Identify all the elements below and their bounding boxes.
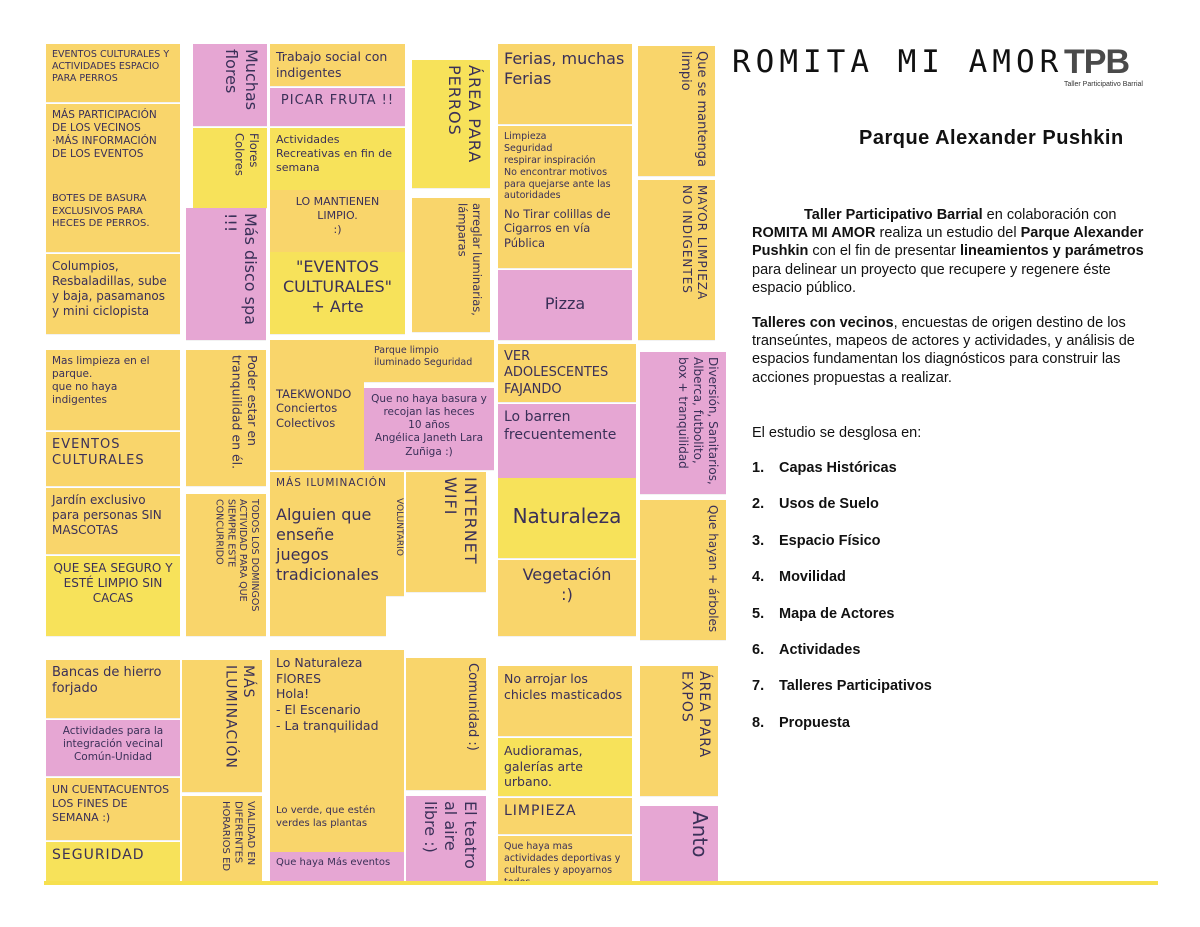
- sticky-note-text: MÁS ILUMINACIÓN: [222, 665, 256, 769]
- item-label: Capas Históricas: [779, 460, 897, 476]
- sticky-note: [498, 344, 636, 402]
- sticky-note: [186, 208, 266, 340]
- sticky-note: [182, 796, 262, 882]
- brand-title: ROMITA MI AMOR: [732, 44, 1064, 80]
- tpb-logo: [1064, 44, 1156, 88]
- sticky-note-text: Que haya mas actividades deportivas y culturales y apoyarnos: [504, 841, 621, 876]
- breakdown-item: [752, 606, 932, 642]
- sticky-note-text: Que haya Más eventos: [276, 857, 391, 868]
- sticky-note-text: Diversión, Sanitarios, Alberca, futbolito, box + tranquilidad: [676, 357, 720, 485]
- sticky-note: [270, 650, 404, 800]
- intro-text-part: para delinear un proyecto que recupere y regenere éste espacio público.: [752, 261, 1111, 296]
- sticky-note: [270, 852, 404, 882]
- sticky-note-text: Vegetación :): [522, 565, 612, 604]
- sticky-note: [46, 842, 180, 882]
- sticky-note: [270, 500, 386, 636]
- sticky-note-text: arreglar luminarias, lámparas: [455, 203, 484, 316]
- sticky-note-text: EVENTOS CULTURALES: [52, 437, 145, 469]
- sticky-note-text: Naturaleza: [512, 504, 622, 528]
- sticky-note-text: MÁS PARTICIPACIÓN DE LOS VECINOS ·MÁS INFORMACIÓN DE LOS EVENTOS: [52, 109, 157, 161]
- item-label: Propuesta: [779, 714, 850, 731]
- sticky-note-text: Actividades para la integración vecinal Común-Unidad: [62, 725, 164, 764]
- intro-paragraph-1: [752, 206, 1157, 297]
- sticky-note-text: VIALIDAD EN DIFERENTES HORARIOS ED: [220, 801, 256, 872]
- logo-mark: TPB: [1064, 43, 1129, 81]
- logo-subtitle: Taller Participativo Barrial: [1064, 81, 1143, 88]
- sticky-note: [193, 44, 267, 126]
- sticky-note: [186, 350, 266, 486]
- sticky-note: [46, 556, 180, 636]
- sticky-note-text: Flores Colores: [232, 133, 261, 176]
- intro-text-part: con el fin de presentar: [808, 243, 960, 260]
- sticky-note: [412, 198, 490, 332]
- sticky-note: [640, 352, 726, 494]
- breakdown-item: [752, 496, 932, 532]
- sticky-note-text: Pizza: [544, 294, 586, 313]
- sticky-note-text: Parque limpio iluminado Seguridad: [374, 345, 473, 368]
- bottom-accent-line: [44, 881, 1158, 885]
- intro-text-part: realiza un estudio del: [875, 225, 1021, 242]
- sticky-note: [46, 104, 180, 188]
- sticky-note-text: VOLUNTARIO: [394, 498, 404, 556]
- sticky-note-text: QUE SEA SEGURO Y ESTÉ LIMPIO SIN CACAS: [53, 561, 173, 605]
- sticky-note-text: Ferias, muchas Ferias: [504, 49, 625, 88]
- workshops-lead: Talleres con vecinos: [752, 315, 894, 332]
- sticky-note-text: Lo verde, que estén verdes las plantas: [276, 805, 376, 829]
- sticky-note-text: Columpios, Resbaladillas, sube y baja, pasamanos y mini ciclopista: [52, 259, 167, 318]
- sticky-note: [640, 500, 726, 640]
- breakdown-item: [752, 678, 932, 714]
- sticky-note-text: INTERNET WIFI: [441, 477, 480, 565]
- sticky-note: [270, 252, 405, 334]
- sticky-note: [498, 126, 632, 202]
- sticky-note: [46, 350, 180, 430]
- item-number: 4.: [752, 569, 765, 586]
- breakdown-item: [752, 533, 932, 569]
- sticky-note-text: Anto: [688, 811, 712, 858]
- sticky-note: [640, 806, 718, 882]
- item-label: Actividades: [779, 641, 861, 658]
- sticky-note-text: Más disco spa !!!: [221, 213, 260, 325]
- sticky-note-text: Jardín exclusivo para personas SIN MASCOTAS: [52, 493, 162, 537]
- breakdown-item: [752, 460, 932, 496]
- item-number: 2.: [752, 496, 765, 513]
- sticky-note-text: Trabajo social con indigentes: [276, 49, 388, 80]
- sticky-note: [386, 496, 404, 596]
- intro-text-part: en colaboración con: [982, 207, 1117, 223]
- sticky-note: [364, 388, 494, 470]
- item-number: 7.: [752, 678, 765, 695]
- sticky-note: [186, 494, 266, 636]
- sticky-note: [498, 478, 636, 558]
- sticky-note: [638, 46, 715, 176]
- sticky-note: [498, 202, 632, 268]
- sticky-note-text: TAEKWONDO Conciertos Colectivos: [276, 387, 352, 430]
- intro-text-part: , encuestas de origen destino de los transeúntes, mapeos de actores y actividades, y análisis de espacios fundamentan los diagnósticos para construir las acciones propuestas a realizar.: [752, 315, 1135, 386]
- sticky-note: [46, 254, 180, 334]
- sticky-note-text: Muchas flores: [222, 49, 261, 111]
- sticky-note-text: VER ADOLESCENTES FAJANDO: [504, 349, 609, 397]
- sticky-note-text: MÁS ILUMINACIÓN: [276, 477, 387, 489]
- sticky-note-text: PICAR FRUTA !!: [280, 93, 395, 108]
- sticky-note: [46, 660, 180, 718]
- key-phrase: lineamientos y parámetros: [959, 243, 1144, 260]
- park-name: Parque Alexander Pushkin: [752, 225, 1144, 260]
- sticky-note: [498, 270, 632, 340]
- sticky-note: [270, 128, 405, 190]
- sticky-note-text: Que no haya basura y recojan las heces 10 años Angélica Janeth Lara Zuñiga :): [371, 393, 487, 458]
- item-label: Movilidad: [779, 569, 846, 586]
- sticky-note: [270, 190, 405, 252]
- park-title: Parque Alexander Pushkin: [859, 127, 1124, 149]
- sticky-note: [46, 188, 180, 252]
- item-label: Talleres Participativos: [779, 678, 932, 695]
- sticky-note-text: Audioramas, galerías arte urbano.: [504, 743, 583, 790]
- sticky-note-text: Limpieza Seguridad respirar inspiración No encontrar motivos para quejarse ante las autoridades: [504, 131, 611, 202]
- breakdown-list: [752, 460, 932, 751]
- sticky-note: [46, 488, 180, 554]
- breakdown-item: [752, 642, 932, 678]
- sticky-note-text: Alguien que enseñe juegos tradicionales: [276, 505, 379, 584]
- sticky-note: [412, 60, 490, 188]
- sticky-note: [406, 796, 486, 882]
- sticky-note-text: Bancas de hierro forjado: [52, 665, 162, 697]
- sticky-note: [406, 472, 486, 592]
- sticky-note-text: UN CUENTACUENTOS LOS FINES DE SEMANA :): [52, 783, 170, 824]
- sticky-note-text: LIMPIEZA: [504, 803, 577, 819]
- sticky-note-text: BOTES DE BASURA EXCLUSIVOS PARA HECES DE PERROS.: [52, 193, 150, 229]
- sticky-note: [638, 180, 715, 340]
- sticky-note-text: ÁREA PARA PERROS: [445, 65, 484, 164]
- sticky-note: [498, 666, 632, 736]
- item-label: Espacio Físico: [779, 532, 881, 549]
- sticky-note: [270, 88, 405, 126]
- sticky-note: [46, 778, 180, 840]
- sticky-note: [46, 44, 180, 102]
- sticky-note-text: No Tirar colillas de Cigarros en vía Pública: [504, 207, 611, 250]
- breakdown-item: [752, 715, 932, 751]
- sticky-note-text: Mas limpieza en el parque. que no haya indigentes: [52, 355, 150, 407]
- sticky-note: [270, 472, 404, 500]
- sticky-note: [193, 128, 267, 208]
- sticky-note-text: LO MANTIENEN LIMPIO. :): [295, 195, 380, 236]
- breakdown-item: [752, 569, 932, 605]
- item-number: 6.: [752, 641, 765, 658]
- sticky-note-text: Poder estar en tranquilidad en él.: [229, 355, 260, 470]
- breakdown-label: El estudio se desglosa en:: [752, 425, 922, 441]
- sticky-note-text: No arrojar los chicles masticados: [504, 671, 623, 702]
- sticky-note-text: SEGURIDAD: [52, 847, 145, 863]
- sticky-note: [182, 660, 262, 792]
- item-number: 8.: [752, 714, 765, 731]
- sticky-note: [270, 340, 494, 382]
- intro-text: [752, 206, 1157, 404]
- sticky-note: [498, 738, 632, 796]
- partner-name: ROMITA MI AMOR: [752, 225, 876, 242]
- intro-paragraph-2: [752, 314, 1157, 387]
- item-number: 3.: [752, 532, 765, 549]
- sticky-note: [498, 836, 632, 882]
- sticky-note-text: ÁREA PARA EXPOS: [678, 671, 712, 759]
- item-label: Usos de Suelo: [779, 496, 879, 513]
- sticky-note-text: EVENTOS CULTURALES Y ACTIVIDADES ESPACIO PARA PERROS: [52, 49, 170, 84]
- sticky-note-text: Que hayan + árboles: [706, 505, 720, 633]
- sticky-note: [270, 382, 364, 470]
- sticky-note: [498, 798, 632, 834]
- sticky-note: [46, 432, 180, 486]
- sticky-note-text: Lo Naturaleza FlORES Hola! - El Escenario - La tranquilidad: [276, 655, 379, 733]
- sticky-note-text: Que se mantenga limpio: [677, 51, 709, 167]
- sticky-note-text: MAYOR LIMPIEZA NO INDIGENTES: [680, 185, 709, 301]
- sticky-note-text: Lo barren frecuentemente: [504, 409, 617, 443]
- sticky-note-text: TODOS LOS DOMINGOS ACTIVIDAD PARA QUE SIEMPRE ESTE CONCURRIDO: [213, 499, 260, 612]
- sticky-note: [270, 800, 404, 852]
- sticky-note: [498, 44, 632, 124]
- item-number: 1.: [752, 460, 765, 476]
- sticky-note: [406, 658, 486, 790]
- sticky-note-text: Comunidad :): [465, 663, 480, 751]
- sticky-note: [640, 666, 718, 796]
- sticky-note: [498, 404, 636, 478]
- sticky-note: [270, 44, 405, 86]
- sticky-note-text: Actividades Recreativas en fin de semana: [276, 133, 392, 174]
- item-label: Mapa de Actores: [779, 605, 895, 622]
- sticky-note: [498, 560, 636, 636]
- sticky-note: [46, 720, 180, 776]
- sticky-note-text: El teatro al aire libre :): [421, 801, 480, 869]
- item-number: 5.: [752, 605, 765, 622]
- org-name: Taller Participativo Barrial: [804, 207, 983, 223]
- sticky-note-text: "EVENTOS CULTURALES" + Arte: [282, 257, 393, 316]
